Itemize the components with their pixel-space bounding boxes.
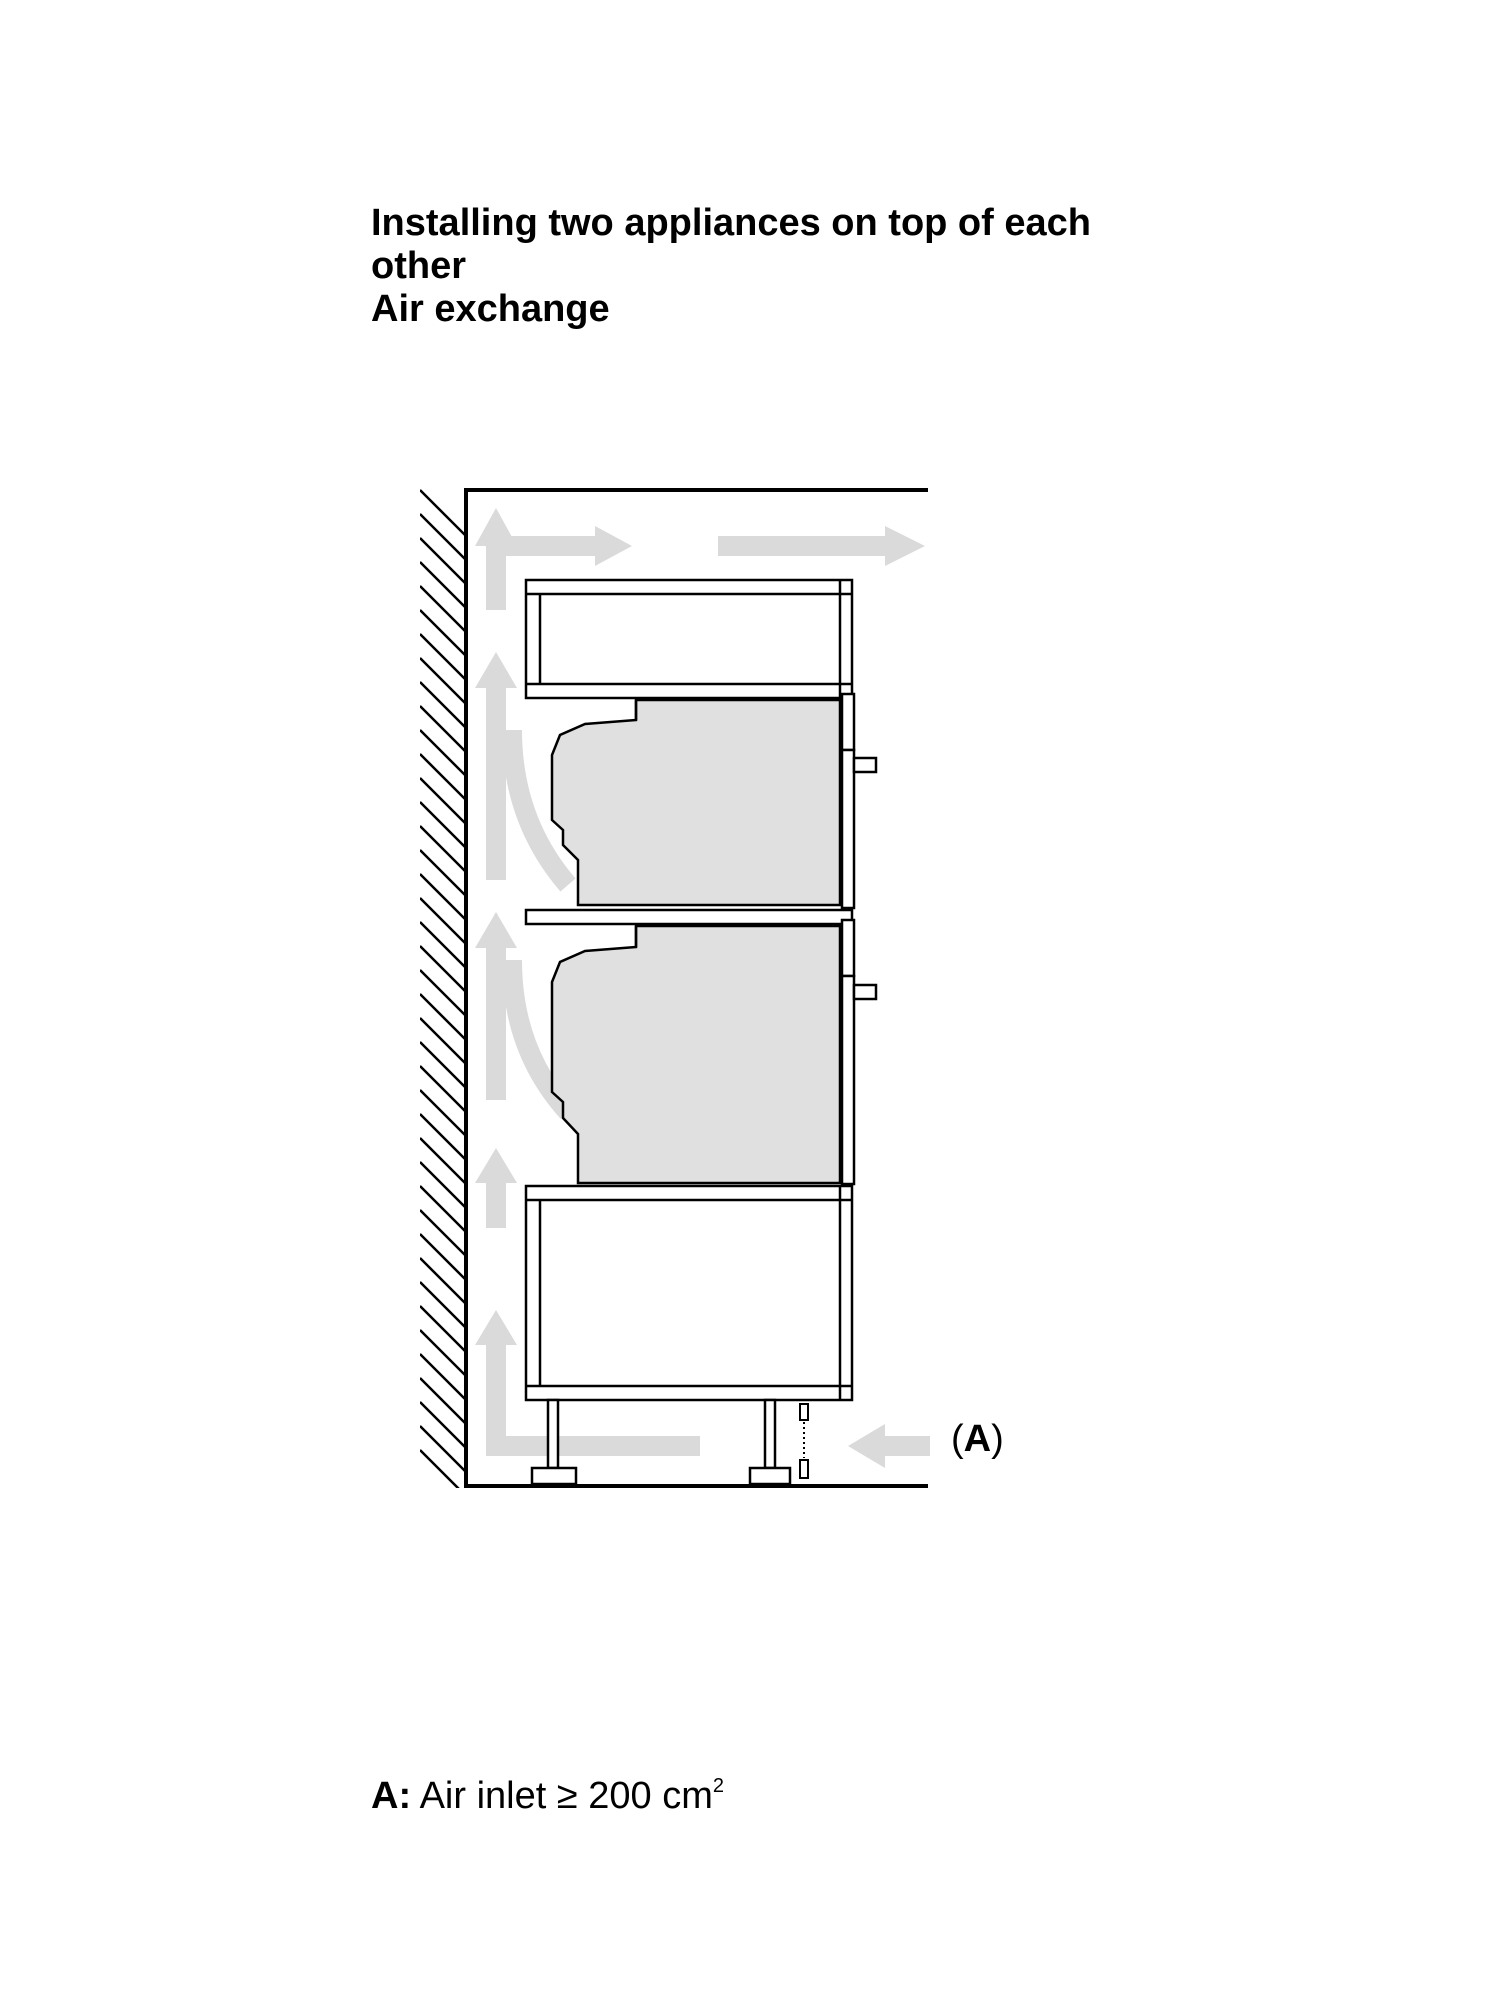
plinth-vent (800, 1404, 808, 1478)
title-line-2: other (371, 245, 466, 287)
bottom-cabinet (526, 1186, 852, 1400)
lower-oven (552, 920, 876, 1184)
legend-key: A: (371, 1775, 412, 1817)
callout-a (951, 1418, 1004, 1461)
top-cabinet (526, 580, 852, 698)
legend (371, 1775, 724, 1818)
upper-oven (552, 694, 876, 908)
airflow-arrow-top (496, 546, 598, 610)
callout-close: ) (991, 1418, 1004, 1460)
title-line-3: Air exchange (371, 288, 610, 330)
legend-superscript: 2 (712, 1775, 724, 1797)
callout-letter: A (963, 1418, 992, 1460)
title-line-1: Installing two appliances on top of each (371, 202, 1091, 244)
wall-hatching (420, 490, 466, 1496)
callout-open: ( (951, 1418, 964, 1460)
legend-text: Air inlet ≥ 200 cm (419, 1775, 713, 1817)
middle-shelf (526, 910, 852, 924)
